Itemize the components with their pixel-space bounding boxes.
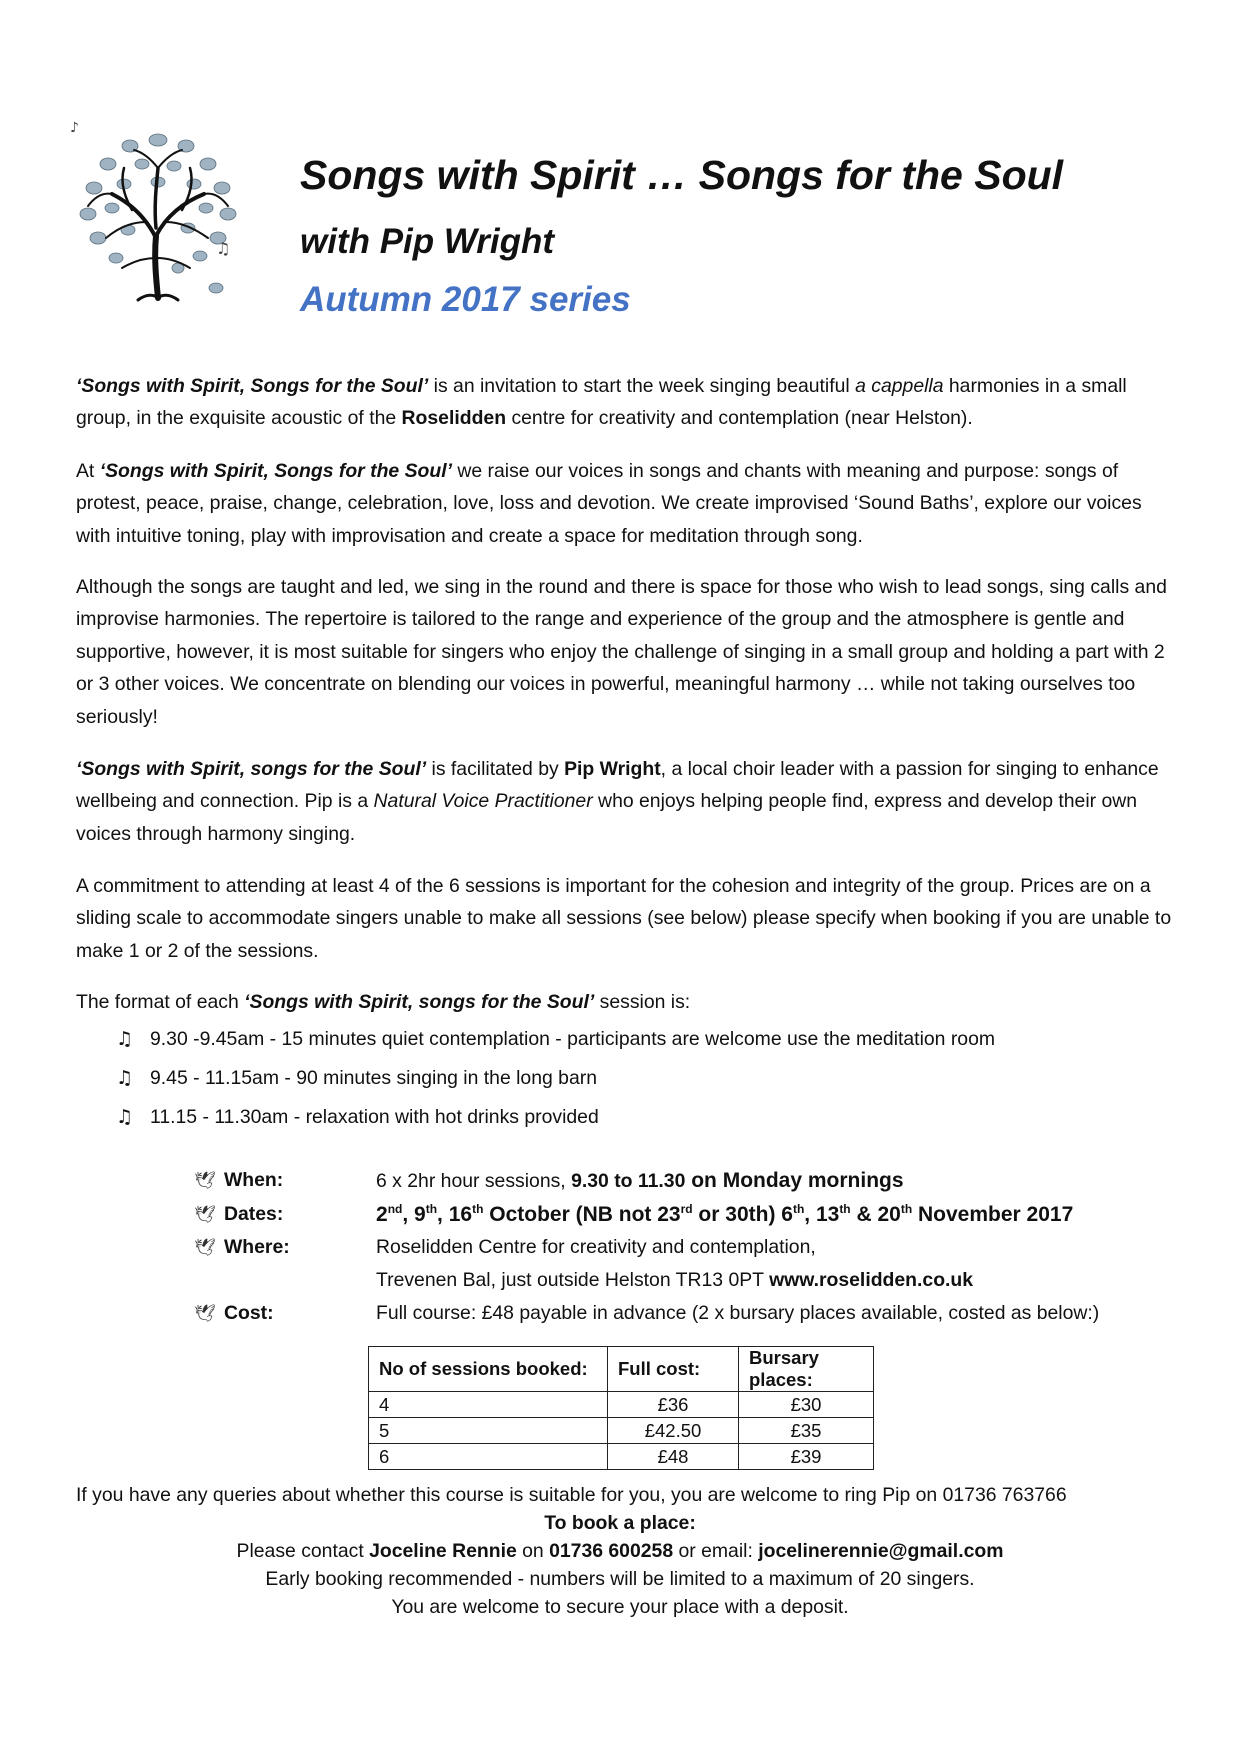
early-booking-text: Early booking recommended - numbers will be limited to a maximum of 20 singers. [265, 1568, 975, 1590]
date-ordinal: th [472, 1202, 484, 1216]
svg-text:♪: ♪ [70, 120, 79, 136]
booking-heading: To book a place: [544, 1512, 696, 1534]
date-text: November 2017 [912, 1203, 1074, 1226]
date-ordinal: rd [680, 1202, 693, 1216]
series-heading: Autumn 2017 series [300, 280, 631, 319]
format-item: ♫ 9.45 - 11.15am - 90 minutes singing in the long barn [116, 1067, 597, 1089]
where-label: 🕊 Where: [194, 1236, 290, 1258]
page-title: Songs with Spirit … Songs for the Soul [300, 152, 1064, 198]
contact-line: Please contact Joceline Rennie on 01736 600258 or email: jocelinerennie@gmail.com [236, 1540, 1004, 1562]
date-text: , 16 [437, 1203, 473, 1226]
table-row: 4 £36 £30 [369, 1392, 874, 1418]
date-ordinal: th [425, 1202, 438, 1216]
deposit-text: You are welcome to secure your place with a deposit. [391, 1596, 849, 1618]
tree-with-birds-icon [66, 118, 250, 304]
cost-label: 🕊 Cost: [194, 1302, 274, 1324]
commitment-paragraph: A commitment to attending at least 4 of the 6 sessions is important for the cohesion and integrity of the group. Prices are on a sliding scale to accommodate singers unable to make all sessions (see below) please specify when booking if you are unable to make 1 or 2 of the sessions. [76, 875, 1172, 962]
cost-value: Full course: £48 payable in advance (2 x bursary places available, costed as below:) [376, 1302, 1100, 1324]
music-note-icon: ♫ [116, 1067, 134, 1089]
where-line1: Roselidden Centre for creativity and contemplation, [376, 1236, 816, 1258]
date-text: , 13 [804, 1203, 840, 1226]
format-item: ♫ 9.30 -9.45am - 15 minutes quiet contemplation - participants are welcome use the meditation room [116, 1028, 996, 1050]
date-ordinal: th [900, 1202, 913, 1216]
email-link[interactable]: jocelinerennie@gmail.com [758, 1540, 1004, 1562]
dove-icon: 🕊 [194, 1238, 216, 1258]
date-text: or 30th) 6 [692, 1203, 793, 1226]
format-item: ♫ 11.15 - 11.30am - relaxation with hot drinks provided [116, 1106, 599, 1128]
date-ordinal: nd [387, 1202, 403, 1216]
table-row: 5 £42.50 £35 [369, 1418, 874, 1444]
date-text: October (NB not 23 [483, 1203, 681, 1226]
intro-paragraph: ‘Songs with Spirit, Songs for the Soul’ is an invitation to start the week singing beautiful a cappella harmonies in a small group, in the exquisite acoustic of the Roselidden centre for creativity and contemplation (near Helston). [76, 375, 1127, 430]
dove-icon: 🕊 [194, 1205, 216, 1225]
when-value: 6 x 2hr hour sessions, 9.30 to 11.30 on Monday mornings [376, 1169, 904, 1192]
table-row: 6 £48 £39 [369, 1444, 874, 1470]
date-ordinal: th [792, 1202, 805, 1216]
price-table-header: No of sessions booked: Full cost: Bursary places: [369, 1347, 874, 1392]
date-ordinal: th [839, 1202, 851, 1216]
dates-label: 🕊 Dates: [194, 1203, 284, 1225]
where-line2: Trevenen Bal, just outside Helston TR13 0PT www.roselidden.co.uk [376, 1269, 974, 1291]
voices-paragraph: At ‘Songs with Spirit, Songs for the Soul’ we raise our voices in songs and chants with meaning and purpose: songs of protest, peace, praise, change, celebration, love, loss and devotion. We create improvised ‘Sound Baths’, explore our voices with intuitive toning, play with improvisation and create a space for meditation through song. [76, 460, 1142, 547]
when-label: 🕊 When: [194, 1169, 284, 1191]
date-text: 2 [376, 1203, 388, 1226]
date-text: , 9 [402, 1203, 426, 1226]
dove-icon: 🕊 [194, 1171, 216, 1191]
queries-text: If you have any queries about whether this course is suitable for you, you are welcome to ring Pip on 01736 763766 [76, 1484, 1067, 1506]
website-link[interactable]: www.roselidden.co.uk [769, 1269, 974, 1291]
contact-phone: 01736 600258 [549, 1540, 674, 1562]
dates-value [376, 1202, 1073, 1227]
svg-text:♫: ♫ [216, 239, 231, 258]
page-subtitle: with Pip Wright [300, 222, 555, 261]
facilitator-paragraph: ‘Songs with Spirit, songs for the Soul’ is facilitated by Pip Wright, a local choir leader with a passion for singing to enhance wellbeing and connection. Pip is a Natural Voice Practitioner who enjoys helping people find, express and develop their own voices through harmony singing. [76, 758, 1159, 845]
price-table [368, 1346, 874, 1470]
dove-icon: 🕊 [194, 1304, 216, 1324]
format-intro: The format of each ‘Songs with Spirit, songs for the Soul’ session is: [76, 991, 691, 1013]
music-note-icon: ♫ [116, 1106, 134, 1128]
repertoire-paragraph: Although the songs are taught and led, we sing in the round and there is space for those who wish to lead songs, sing calls and improvise harmonies. The repertoire is tailored to the range and experience of the group and the atmosphere is gentle and supportive, however, it is most suitable for singers who enjoy the challenge of singing in a small group and holding a part with 2 or 3 other voices. We concentrate on blending our voices in powerful, meaningful harmony … while not taking ourselves too seriously! [76, 576, 1167, 728]
music-note-icon: ♫ [116, 1028, 134, 1050]
date-text: & 20 [850, 1203, 901, 1226]
